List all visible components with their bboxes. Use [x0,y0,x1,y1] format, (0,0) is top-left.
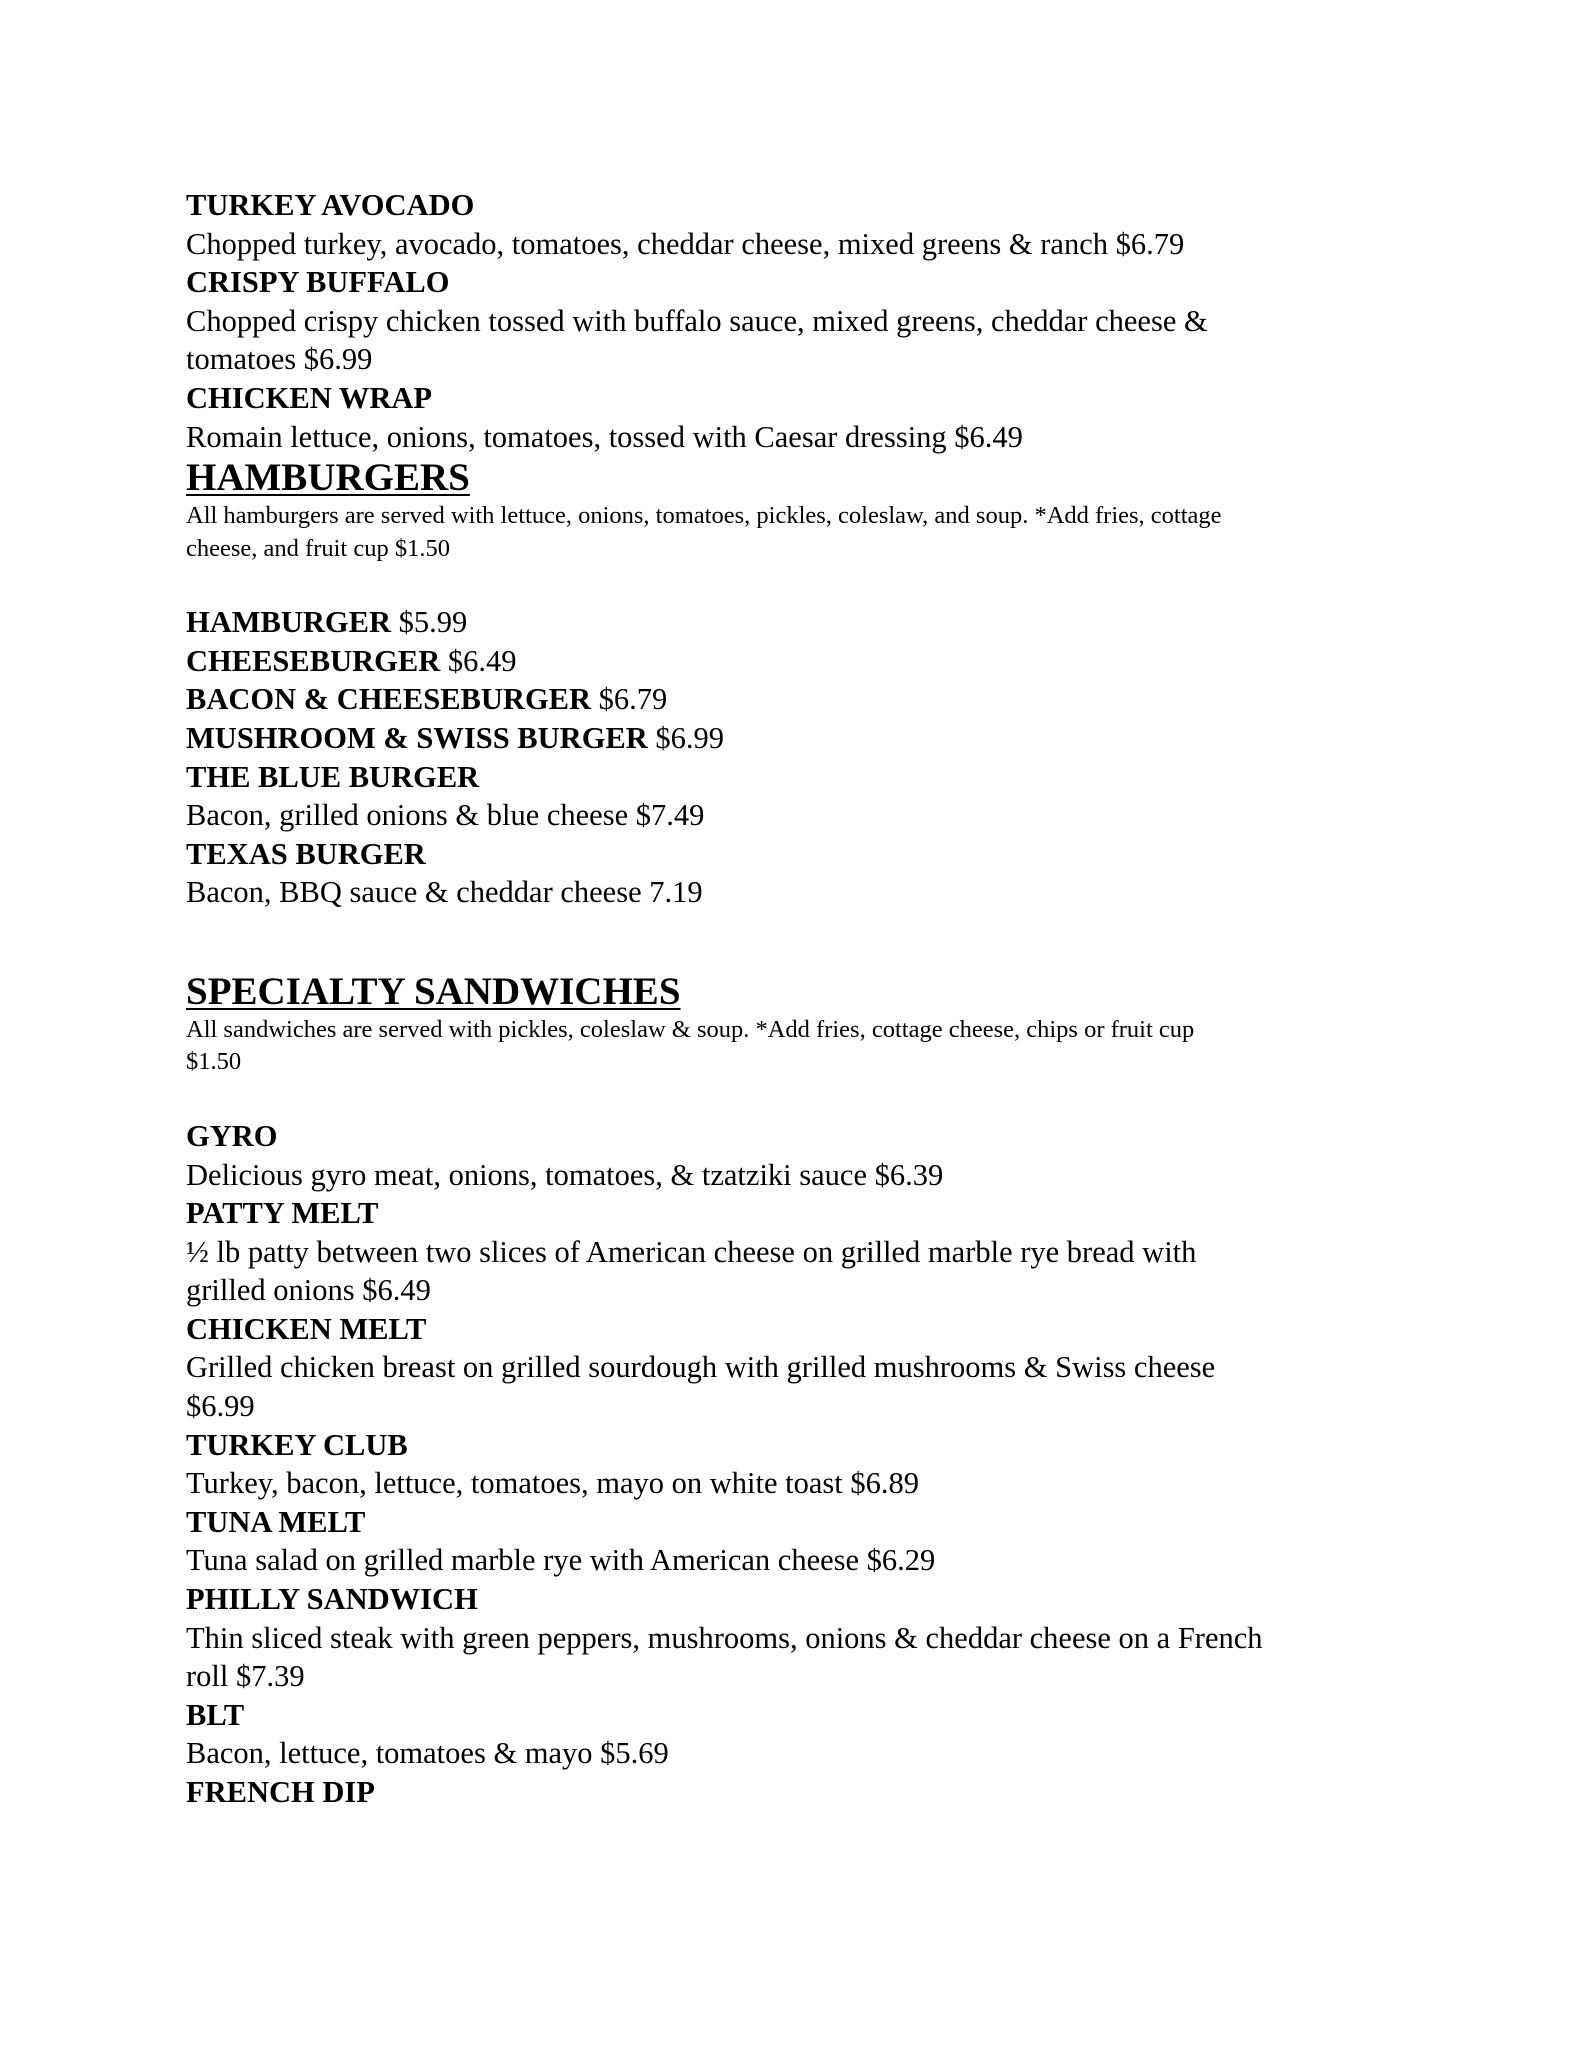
item-name: PHILLY SANDWICH [186,1582,478,1617]
item-name: TURKEY CLUB [186,1427,408,1462]
item-description: ½ lb patty between two slices of American cheese on grilled marble rye bread with [186,1234,1197,1269]
item-description: $6.99 [186,1389,255,1424]
item-name: PATTY MELT [186,1196,379,1231]
item-name: MUSHROOM & SWISS BURGER [186,720,648,755]
section-note: All sandwiches are served with pickles, coleslaw & soup. *Add fries, cottage cheese, chips or fruit cup [186,1015,1195,1043]
item-description: roll $7.39 [186,1659,305,1694]
item-description: Bacon, lettuce, tomatoes & mayo $5.69 [186,1736,669,1771]
item-name: TUNA MELT [186,1504,366,1539]
wraps-section [186,186,1416,456]
item-description: Grilled chicken breast on grilled sourdough with grilled mushrooms & Swiss cheese [186,1350,1216,1385]
menu-item [186,603,1416,642]
menu-page [186,186,1416,1812]
item-name: BLT [186,1697,245,1732]
item-description: Chopped crispy chicken tossed with buffalo sauce, mixed greens, cheddar cheese & [186,303,1208,338]
item-name: CRISPY BUFFALO [186,265,450,300]
section-note: All hamburgers are served with lettuce, onions, tomatoes, pickles, coleslaw, and soup. *Add fries, cottage [186,502,1222,530]
item-description: Thin sliced steak with green peppers, mushrooms, onions & cheddar cheese on a French [186,1620,1263,1655]
item-price: $6.49 [447,643,517,678]
item-description: tomatoes $6.99 [186,342,373,377]
section-note: cheese, and fruit cup $1.50 [186,534,450,562]
item-price: $6.79 [598,682,668,717]
item-price: $6.99 [655,720,725,755]
section-title: SPECIALTY SANDWICHES [186,969,681,1013]
item-name: TEXAS BURGER [186,836,426,871]
item-name: CHICKEN WRAP [186,380,432,415]
item-name: BACON & CHEESEBURGER [186,682,592,717]
item-description: Tuna salad on grilled marble rye with American cheese $6.29 [186,1543,936,1578]
item-name: THE BLUE BURGER [186,759,480,794]
item-name: CHICKEN MELT [186,1311,427,1346]
item-name: TURKEY AVOCADO [186,188,475,222]
item-description: Delicious gyro meat, onions, tomatoes, & tzatziki sauce $6.39 [186,1157,944,1192]
item-description: Bacon, grilled onions & blue cheese $7.49 [186,798,705,833]
item-name: HAMBURGER [186,605,392,640]
item-description: Turkey, bacon, lettuce, tomatoes, mayo on white toast $6.89 [186,1466,919,1501]
item-price: $5.99 [398,605,468,640]
menu-item [186,719,1416,758]
item-description: Chopped turkey, avocado, tomatoes, cheddar cheese, mixed greens & ranch $6.79 [186,226,1185,261]
item-description: Bacon, BBQ sauce & cheddar cheese 7.19 [186,875,703,910]
menu-item [186,642,1416,681]
section-title: HAMBURGERS [186,456,470,500]
hamburgers-section [186,456,1416,912]
item-description: Romain lettuce, onions, tomatoes, tossed with Caesar dressing $6.49 [186,419,1023,454]
section-note: $1.50 [186,1048,242,1076]
menu-item [186,680,1416,719]
item-description: grilled onions $6.49 [186,1273,431,1308]
item-name: GYRO [186,1118,278,1153]
specialty-sandwiches-section [186,970,1416,1812]
item-name: CHEESEBURGER [186,643,441,678]
item-name: FRENCH DIP [186,1775,375,1809]
